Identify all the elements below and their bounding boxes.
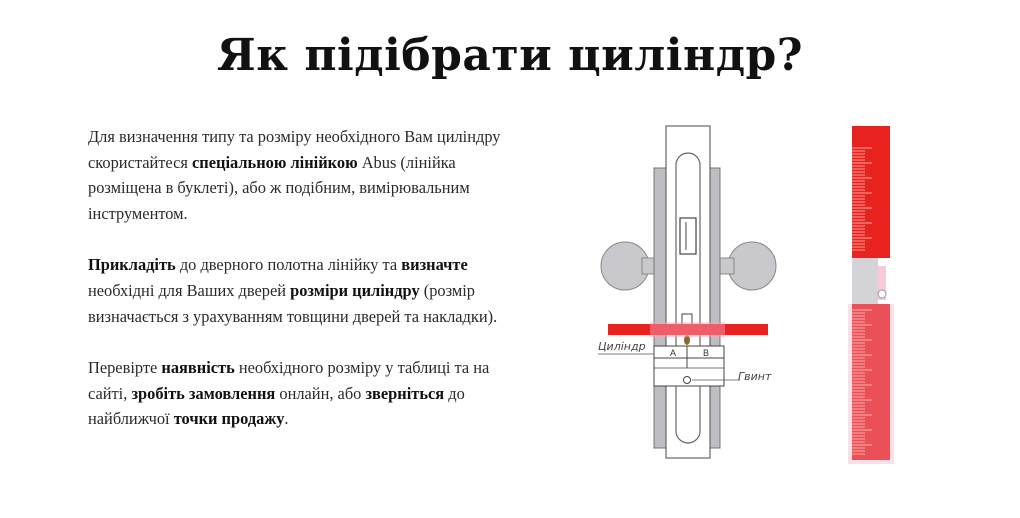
right-knob: [728, 242, 776, 290]
ruler-pivot: [878, 290, 886, 298]
latch-window: [680, 218, 696, 254]
emphasis-text: Прикладіть: [88, 255, 176, 275]
emphasis-text: зверніться: [365, 383, 445, 403]
paragraph-2: [88, 252, 528, 329]
abus-ruler-tool: [848, 126, 894, 464]
dimension-b-label: B: [703, 348, 710, 358]
cylinder-label: Циліндр: [598, 340, 646, 353]
body-text: онлайн, або: [275, 383, 366, 403]
emphasis-text: визначте: [401, 255, 468, 275]
emphasis-text: наявність: [161, 358, 235, 378]
screw-label: Гвинт: [738, 370, 772, 383]
emphasis-text: точки продажу: [173, 409, 285, 429]
body-text: (розмір визначається з урахуванням товщини дверей та накладки).: [88, 280, 498, 326]
screw-hole: [684, 377, 691, 384]
cylinder-measurement-illustration: [590, 118, 910, 468]
ruler-middle-gray: [852, 258, 878, 304]
body-text: необхідного розміру у таблиці та на сайті,: [88, 358, 490, 403]
body-text: Перевірте: [88, 358, 162, 378]
body-text: .: [284, 409, 289, 429]
paragraph-3: [88, 355, 528, 432]
body-text: до найближчої: [88, 383, 465, 429]
dimension-a-label: A: [670, 348, 677, 358]
body-text: до дверного полотна лінійку та: [175, 255, 402, 275]
page-title: Як підібрати циліндр?: [216, 30, 804, 81]
emphasis-text: спеціальною лінійкою: [192, 152, 358, 172]
door-lock-drawing: [598, 126, 776, 458]
instructions-text: [88, 124, 528, 458]
body-text: Abus (лінійка розміщена в буклеті), або ж подібним, вимірювальним інструментом.: [88, 152, 470, 223]
emphasis-text: розміри циліндру: [290, 280, 420, 300]
faceplate-inner: [676, 153, 700, 443]
paragraph-1: [88, 124, 528, 226]
body-text: необхідні для Ваших дверей: [88, 280, 291, 300]
body-text: Для визначення типу та розміру необхідного Вам циліндру скористайтеся: [88, 127, 501, 172]
emphasis-text: зробіть замовлення: [131, 383, 276, 403]
